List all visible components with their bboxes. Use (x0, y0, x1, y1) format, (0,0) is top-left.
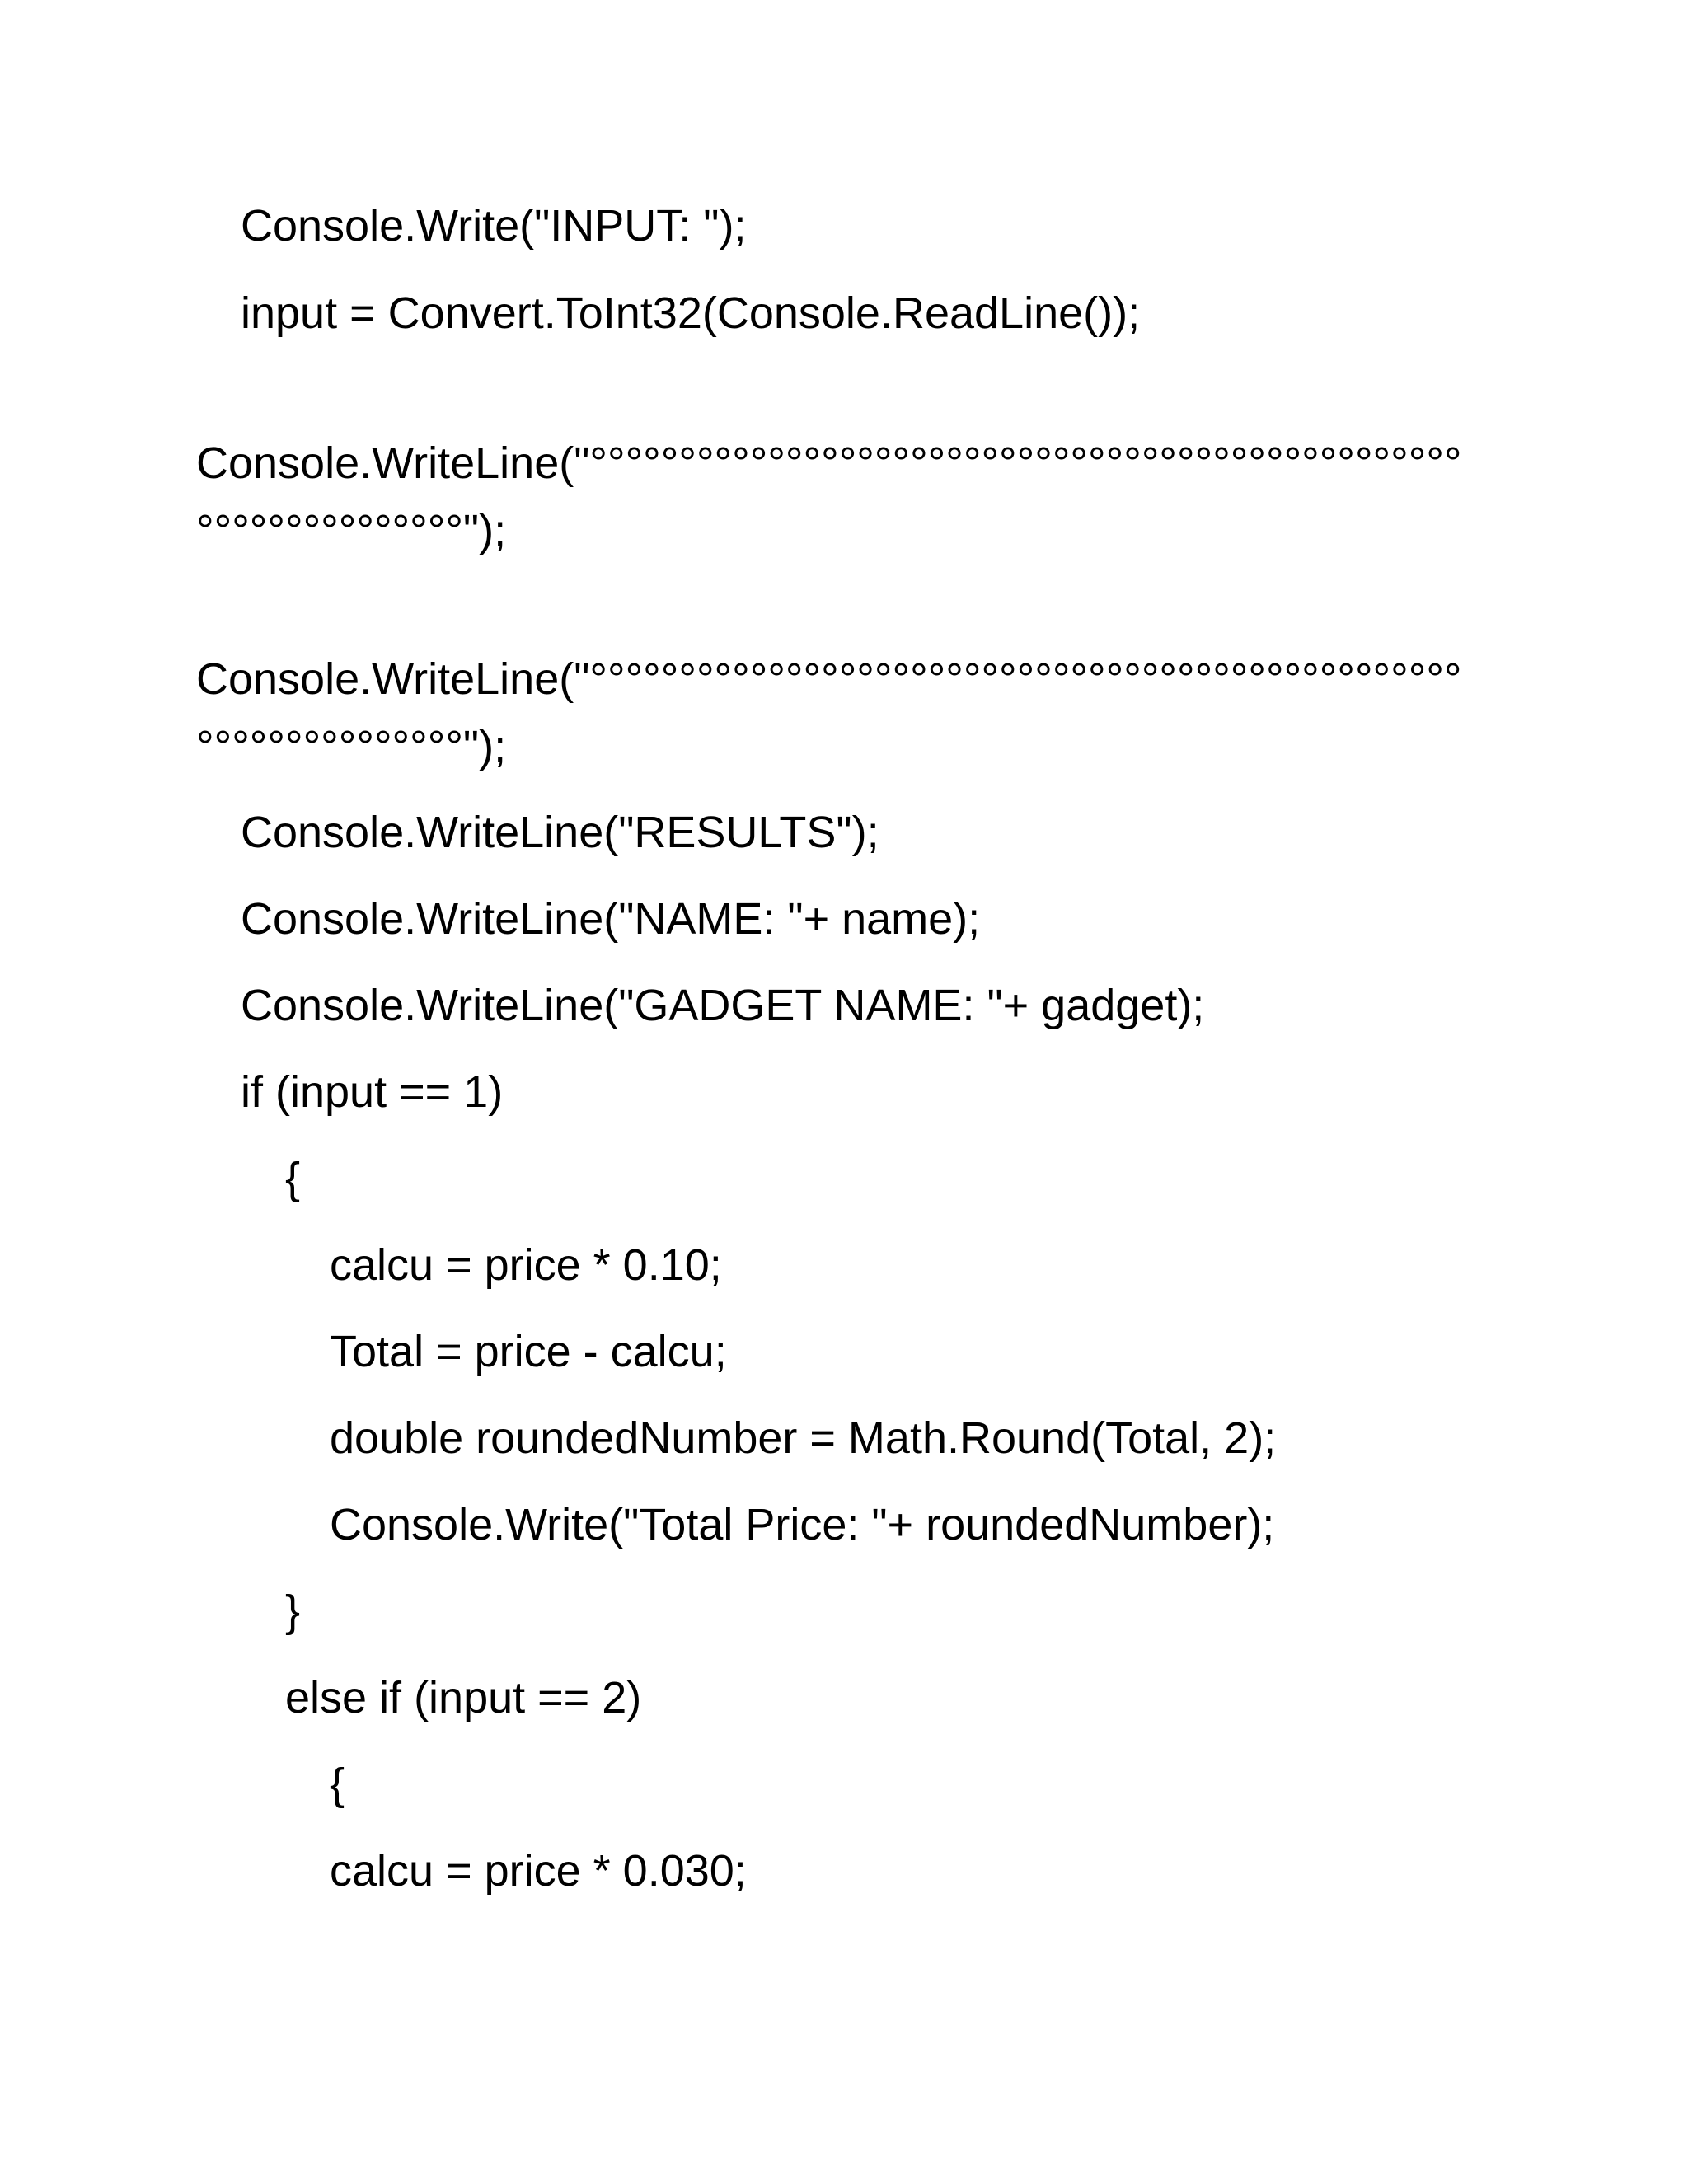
code-line-rounded-number: double roundedNumber = Math.Round(Total, 2); (330, 1413, 1277, 1463)
code-line-convert-input: input = Convert.ToInt32(Console.ReadLine()); (241, 288, 1141, 338)
code-line-separator-1: Console.WriteLine("°°°°°°°°°°°°°°°°°°°°°°°°°°°°°°°°°°°°°°°°°°°°°°°°° (196, 438, 1462, 488)
code-line-total: Total = price - calcu; (330, 1327, 727, 1376)
code-line-console-write-input: Console.Write("INPUT: "); (241, 201, 747, 251)
code-line-separator-2-continued: °°°°°°°°°°°°°°°"); (196, 722, 507, 771)
code-line-name: Console.WriteLine("NAME: "+ name); (241, 894, 981, 944)
code-line-else-if-input-2: else if (input == 2) (285, 1673, 642, 1722)
code-line-if-input-1: if (input == 1) (241, 1067, 504, 1117)
code-line-gadget-name: Console.WriteLine("GADGET NAME: "+ gadget); (241, 981, 1205, 1030)
code-line-close-brace-1: } (285, 1586, 301, 1636)
code-line-open-brace-2: { (330, 1760, 345, 1809)
code-line-total-price: Console.Write("Total Price: "+ roundedNumber); (330, 1500, 1275, 1549)
code-line-separator-2: Console.WriteLine("°°°°°°°°°°°°°°°°°°°°°°°°°°°°°°°°°°°°°°°°°°°°°°°°° (196, 654, 1462, 704)
code-line-separator-1-continued: °°°°°°°°°°°°°°°"); (196, 506, 507, 555)
code-line-results: Console.WriteLine("RESULTS"); (241, 808, 879, 857)
code-line-calcu-010: calcu = price * 0.10; (330, 1240, 722, 1290)
code-line-calcu-0030: calcu = price * 0.030; (330, 1846, 747, 1896)
code-line-open-brace-1: { (285, 1154, 301, 1203)
